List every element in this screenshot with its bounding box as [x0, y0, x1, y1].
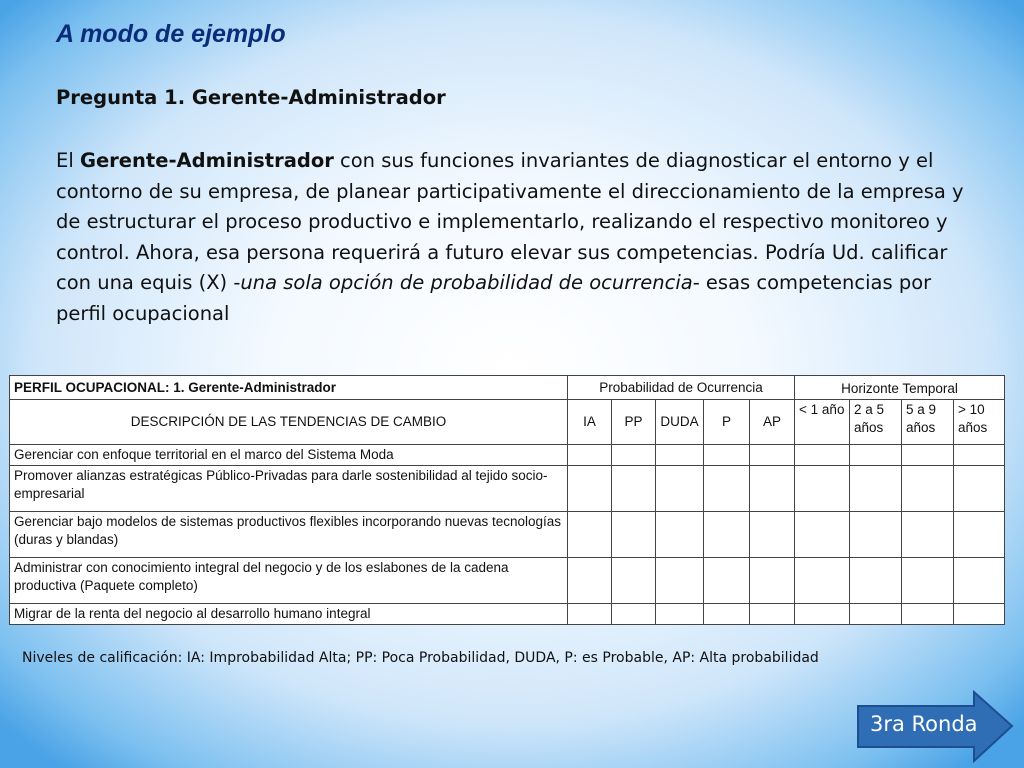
paragraph-part-5: - esas competencias por perfil ocupacional: [56, 271, 932, 325]
horizon-col-header: < 1 año: [795, 400, 850, 445]
probability-col-header: P: [704, 400, 750, 445]
slide-heading: A modo de ejemplo: [56, 20, 286, 48]
rating-cell[interactable]: [656, 466, 704, 512]
rating-cell[interactable]: [612, 558, 656, 604]
rating-cell[interactable]: [568, 512, 612, 558]
probability-col-header: DUDA: [656, 400, 704, 445]
rating-table: [9, 375, 1005, 625]
table-row: [10, 604, 1005, 625]
rating-cell[interactable]: [704, 558, 750, 604]
rating-cell[interactable]: [750, 466, 795, 512]
trend-description: Gerenciar bajo modelos de sistemas productivos flexibles incorporando nuevas tecnologías (duras y blandas): [10, 512, 568, 558]
rating-cell[interactable]: [850, 512, 902, 558]
rating-cell[interactable]: [612, 445, 656, 466]
rating-cell[interactable]: [568, 558, 612, 604]
table-row: [10, 512, 1005, 558]
trend-description: Gerenciar con enfoque territorial en el marco del Sistema Moda: [10, 445, 568, 466]
description-header: DESCRIPCIÓN DE LAS TENDENCIAS DE CAMBIO: [10, 400, 568, 445]
rating-cell[interactable]: [850, 604, 902, 625]
probability-header: Probabilidad de Ocurrencia: [568, 376, 795, 400]
rating-cell[interactable]: [704, 445, 750, 466]
table-row: [10, 558, 1005, 604]
trend-description: Migrar de la renta del negocio al desarrollo humano integral: [10, 604, 568, 625]
rating-cell[interactable]: [656, 558, 704, 604]
rating-cell[interactable]: [750, 558, 795, 604]
trend-description: Promover alianzas estratégicas Público-Privadas para darle sostenibilidad al tejido socio-empresarial: [10, 466, 568, 512]
rating-cell[interactable]: [850, 445, 902, 466]
rating-cell[interactable]: [902, 466, 954, 512]
rating-cell[interactable]: [902, 445, 954, 466]
next-round-button[interactable]: [856, 690, 1014, 763]
rating-cell[interactable]: [656, 445, 704, 466]
rating-cell[interactable]: [902, 512, 954, 558]
rating-cell[interactable]: [750, 445, 795, 466]
rating-cell[interactable]: [954, 466, 1005, 512]
horizon-col-header: 2 a 5 años: [850, 400, 902, 445]
horizon-col-header: 5 a 9 años: [902, 400, 954, 445]
rating-cell[interactable]: [612, 466, 656, 512]
next-round-label: 3ra Ronda: [870, 712, 978, 736]
rating-cell[interactable]: [704, 604, 750, 625]
paragraph-part-3: con sus funciones invariantes de diagnosticar el entorno y el contorno de su empresa, de planear participativamente el direccionamiento de la empresa y de estructurar el proceso productivo e implementarlo, realizando el respectivo monitoreo y control. Ahora, esa persona requerirá a futuro elevar sus competencias. Podría Ud. calificar con una equis (X) -: [56, 149, 964, 294]
horizon-col-header: > 10 años: [954, 400, 1005, 445]
table-row: [10, 445, 1005, 466]
probability-col-header: PP: [612, 400, 656, 445]
rating-cell[interactable]: [612, 512, 656, 558]
rating-cell[interactable]: [954, 558, 1005, 604]
rating-cell[interactable]: [704, 512, 750, 558]
table-row: [10, 466, 1005, 512]
rating-cell[interactable]: [850, 466, 902, 512]
trend-description: Administrar con conocimiento integral del negocio y de los eslabones de la cadena productiva (Paquete completo): [10, 558, 568, 604]
horizon-header: Horizonte Temporal: [795, 376, 1005, 400]
rating-cell[interactable]: [902, 604, 954, 625]
rating-cell[interactable]: [954, 604, 1005, 625]
rating-cell[interactable]: [795, 466, 850, 512]
probability-col-header: IA: [568, 400, 612, 445]
rating-cell[interactable]: [795, 512, 850, 558]
probability-col-header: AP: [750, 400, 795, 445]
rating-cell[interactable]: [656, 512, 704, 558]
rating-cell[interactable]: [795, 558, 850, 604]
rating-cell[interactable]: [568, 445, 612, 466]
paragraph-part-1: El: [56, 149, 80, 172]
paragraph-italic-note: una sola opción de probabilidad de ocurrencia: [240, 271, 693, 294]
rating-cell[interactable]: [954, 512, 1005, 558]
rating-cell[interactable]: [902, 558, 954, 604]
rating-cell[interactable]: [795, 445, 850, 466]
paragraph-bold-role: Gerente-Administrador: [79, 149, 334, 172]
rating-cell[interactable]: [704, 466, 750, 512]
rating-cell[interactable]: [612, 604, 656, 625]
profile-header: PERFIL OCUPACIONAL: 1. Gerente-Administrador: [10, 376, 568, 400]
rating-cell[interactable]: [750, 512, 795, 558]
rating-cell[interactable]: [954, 445, 1005, 466]
rating-cell[interactable]: [795, 604, 850, 625]
rating-cell[interactable]: [568, 604, 612, 625]
rating-cell[interactable]: [568, 466, 612, 512]
rating-cell[interactable]: [656, 604, 704, 625]
rating-cell[interactable]: [850, 558, 902, 604]
rating-cell[interactable]: [750, 604, 795, 625]
question-title: Pregunta 1. Gerente-Administrador: [56, 86, 446, 109]
rating-legend: Niveles de calificación: IA: Improbabilidad Alta; PP: Poca Probabilidad, DUDA, P: es Probable, AP: Alta probabilidad: [22, 650, 819, 666]
question-paragraph: [56, 146, 966, 329]
